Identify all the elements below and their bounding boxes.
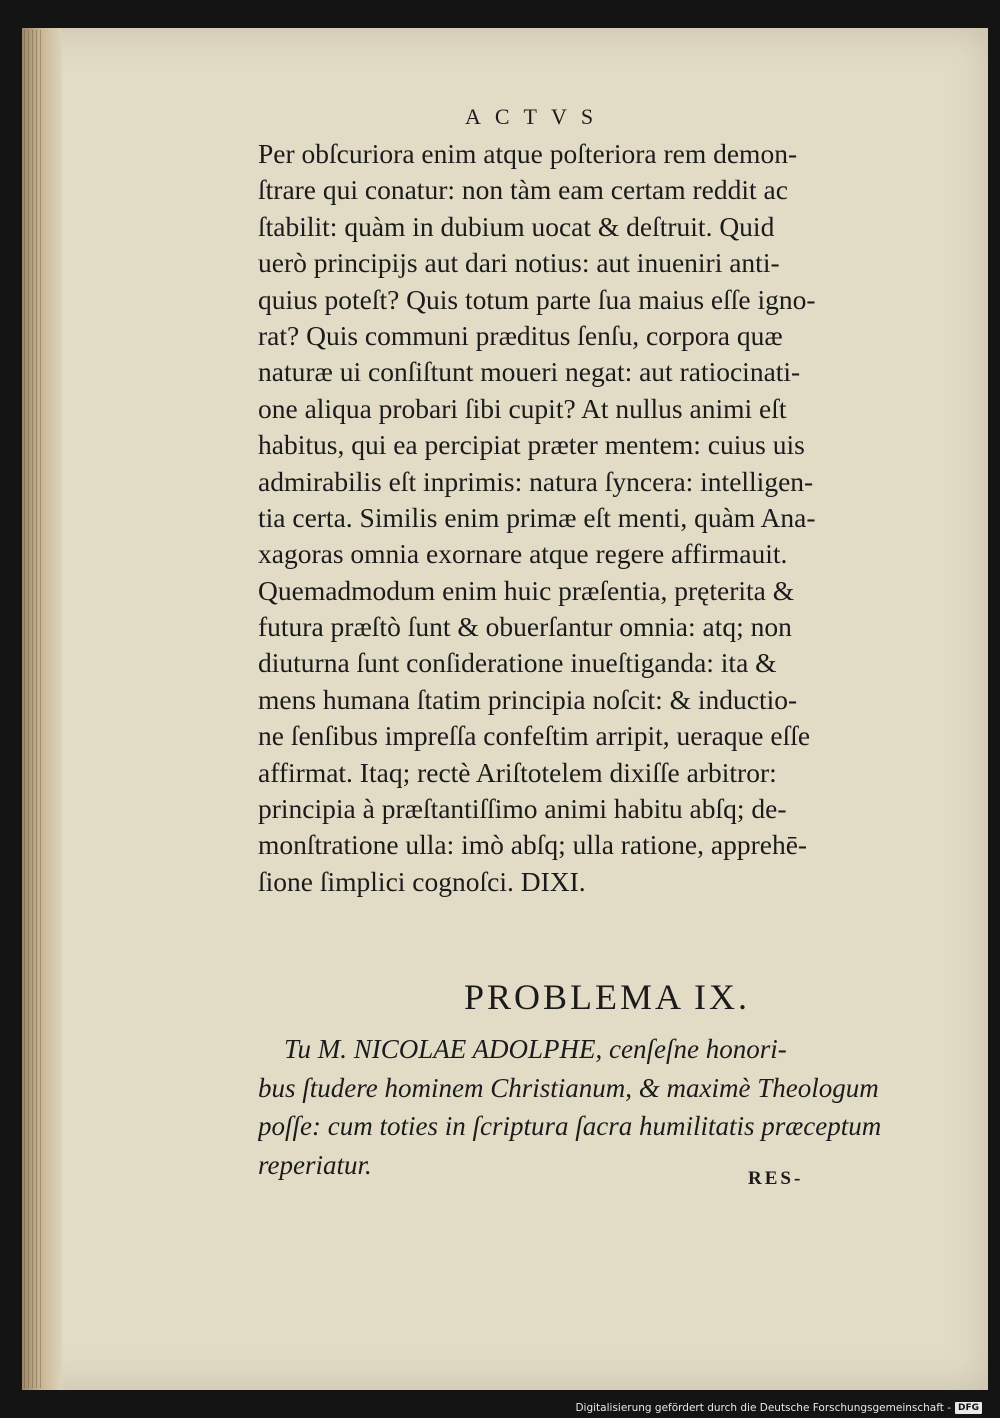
footer [575,1398,982,1418]
problem-line: Tu M. NICOLAE ADOLPHE, cenſeſne honori- [284,1034,787,1064]
problem-line: poſſe: cum toties in ſcriptura ſacra humilitatis præceptum [258,1111,882,1141]
running-head: ACTVS [464,104,608,129]
problem-text [258,1030,948,1184]
text-line: admirabilis eſt inprimis: natura ſyncera: intelligen- [258,465,814,497]
text-line: ſtrare qui conatur: non tàm eam certam reddit ac [258,174,788,206]
text-line: mens humana ſtatim principia noſcit: & inductio- [258,683,798,715]
text-line: affirmat. Itaq; rectè Ariſtotelem dixiſſe arbitror: [258,756,777,788]
text-line: quius poteſt? Quis totum parte ſua maius eſſe igno- [258,283,816,315]
text-line: naturæ ui conſiſtunt moueri negat: aut ratiocinati- [258,356,801,388]
text-line: rat? Quis communi præditus ſenſu, corpora quæ [258,319,783,351]
text-line: one aliqua probari ſibi cupit? At nullus animi eſt [258,392,787,424]
body-text [258,136,948,900]
text-line: uerò principijs aut dari notius: aut inueniri anti- [258,247,780,279]
text-line: principia à præſtantiſſimo animi habitu abſq; de- [258,793,787,825]
text-line: xagoras omnia exornare atque regere affirmauit. [258,538,788,570]
section-heading: PROBLEMA IX. [463,977,751,1017]
text-line: tia certa. Similis enim primæ eſt menti, quàm Ana- [258,501,816,533]
problem-line: reperiatur. [258,1149,372,1180]
text-line: ſtabilit: quàm in dubium uocat & deſtruit. Quid [258,210,775,242]
text-line: ſione ſimplici cognoſci. DIXI. [258,865,586,897]
text-line: Quemadmodum enim huic præſentia, pręterita & [258,574,795,606]
text-line: habitus, qui ea percipiat præter mentem: cuius uis [258,429,805,461]
text-line: futura præſtò ſunt & obuerſantur omnia: atq; non [258,611,792,643]
text-line: Per obſcuriora enim atque poſteriora rem demon- [258,138,798,169]
catchword: RES- [748,1168,804,1189]
dfg-logo-icon: DFG [955,1402,982,1414]
problem-line: bus ſtudere hominem Christianum, & maximè Theologum [258,1072,879,1103]
footer-text: Digitalisierung gefördert durch die Deutsche Forschungsgemeinschaft - [575,1402,951,1414]
text-line: monſtratione ulla: imò abſq; ulla ratione, apprehē- [258,829,808,861]
text-line: diuturna ſunt conſideratione inueſtiganda: ita & [258,647,777,679]
text-line: ne ſenſibus impreſſa confeſtim arripit, ueraque eſſe [258,720,811,752]
page-stack-lines [24,30,42,1388]
